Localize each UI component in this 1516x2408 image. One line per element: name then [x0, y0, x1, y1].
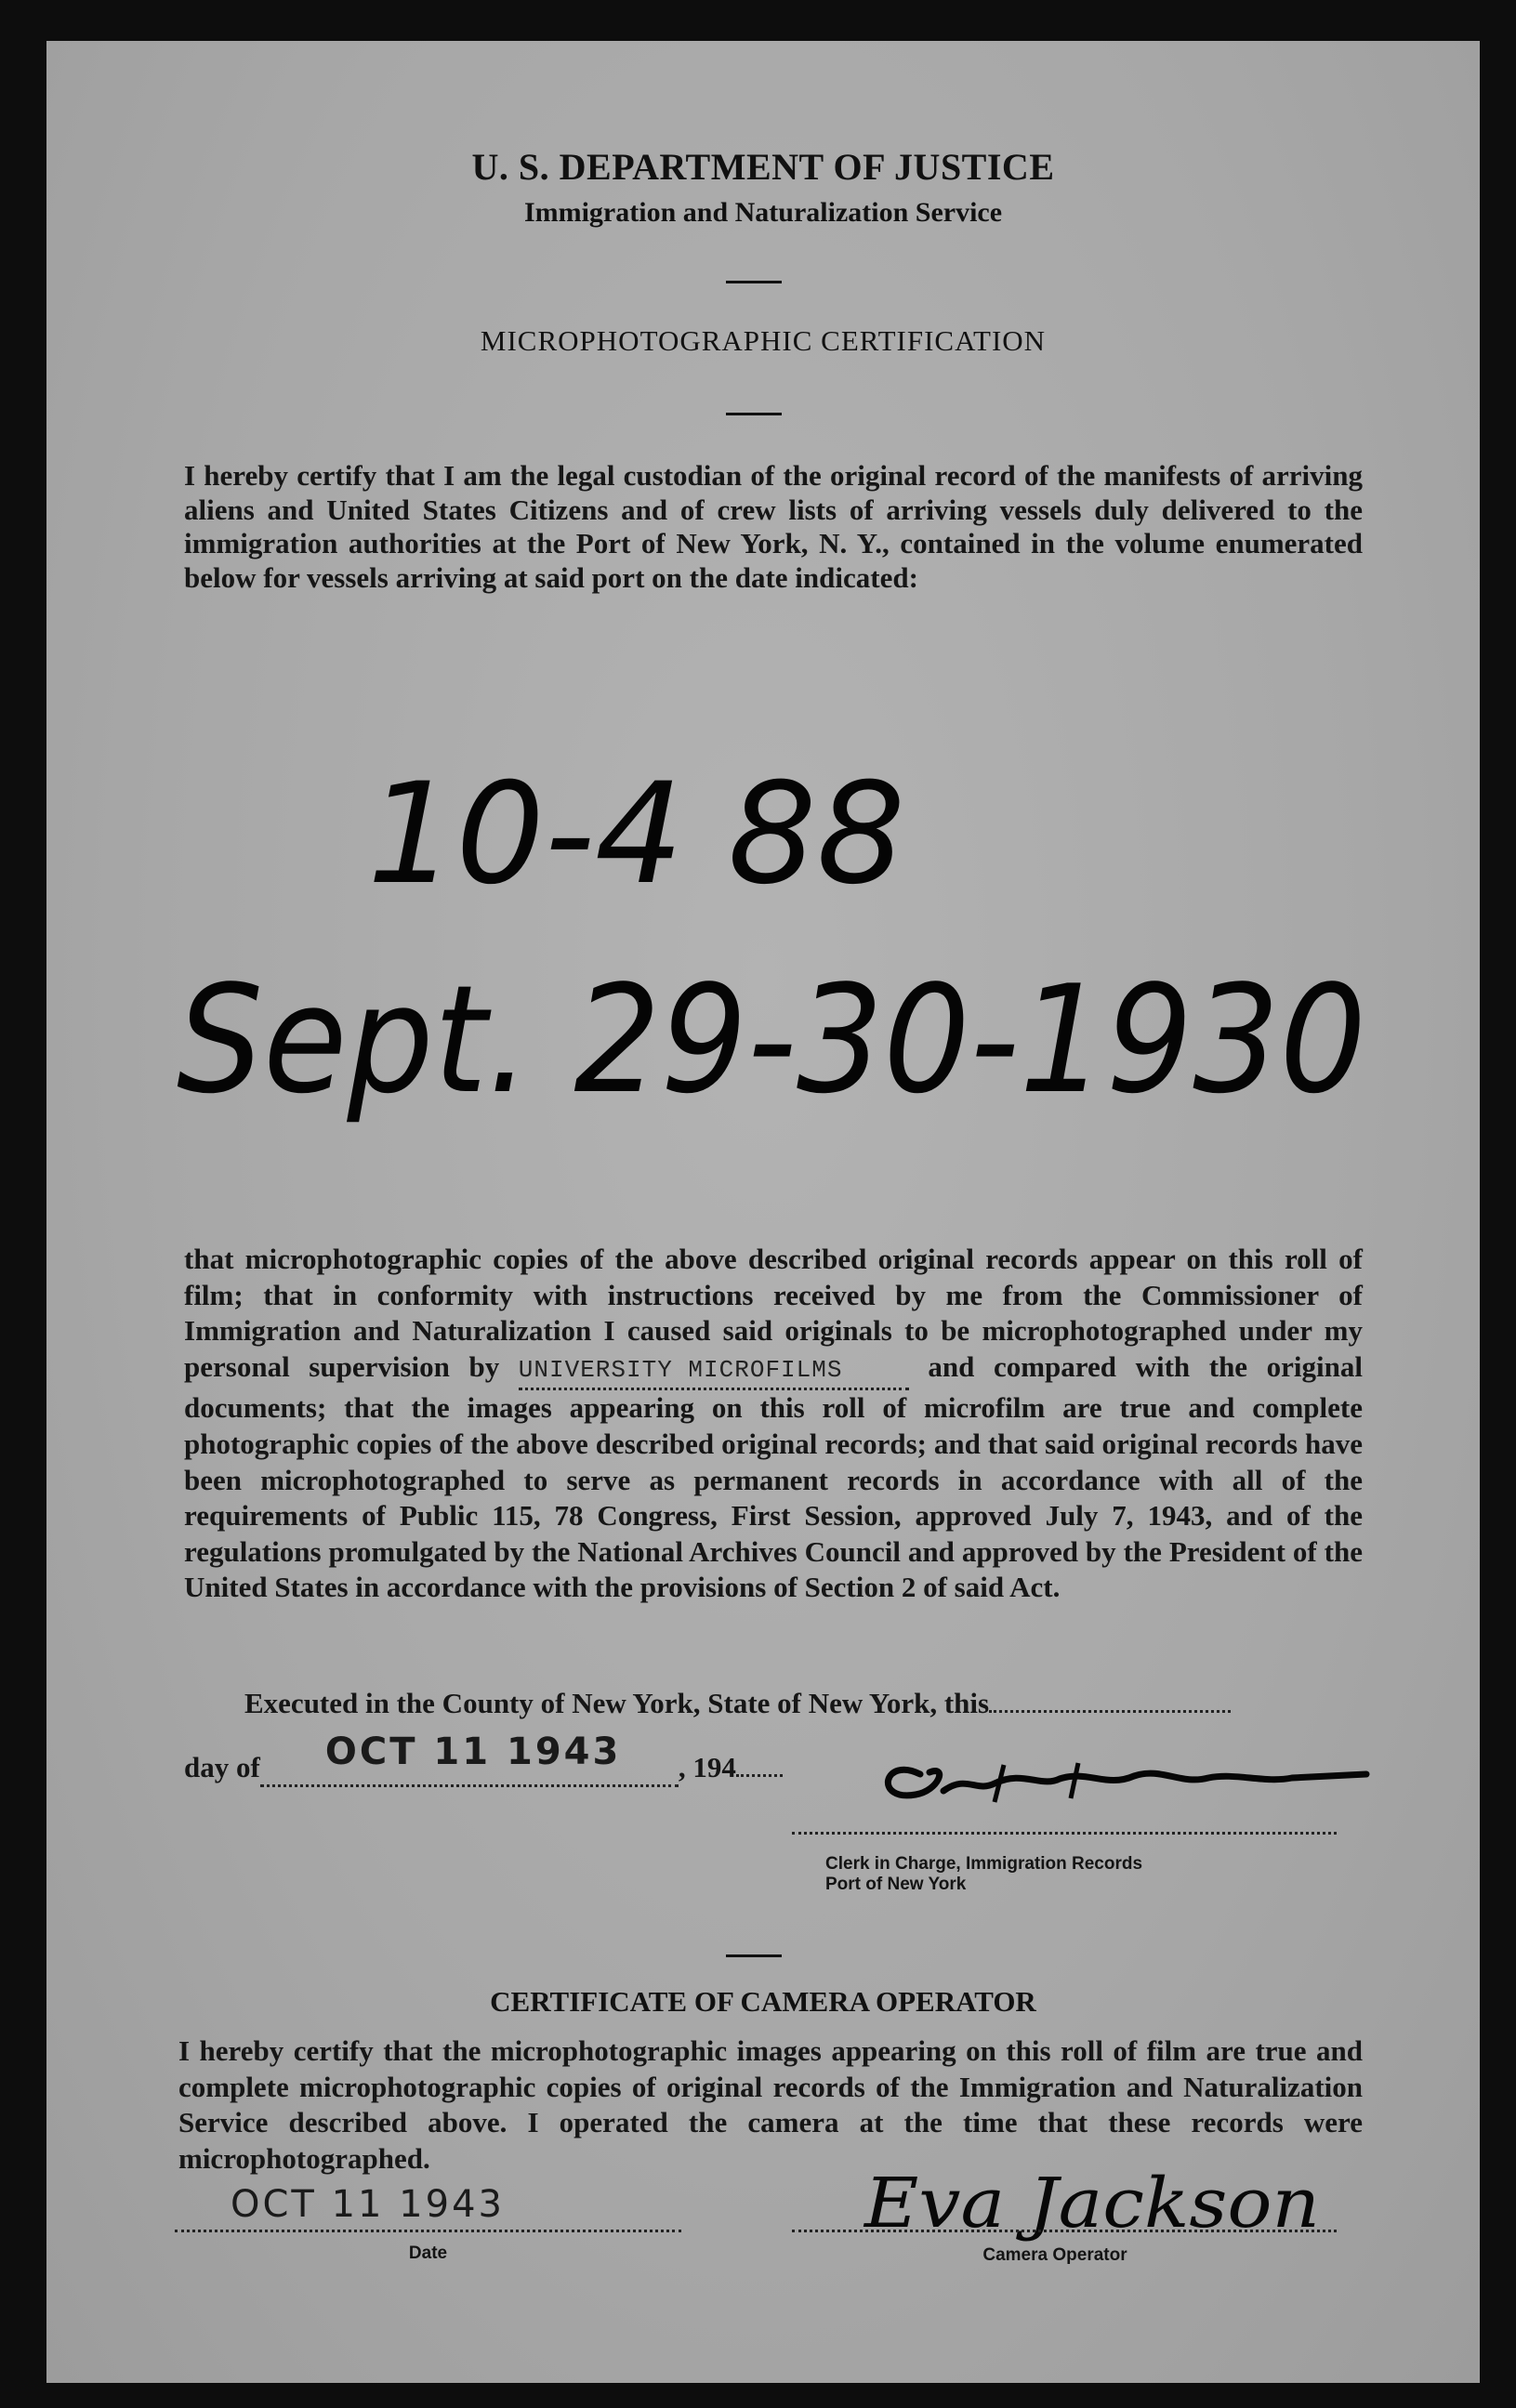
executed-day-blank: [989, 1710, 1231, 1713]
section-divider: [726, 1954, 782, 1957]
body-text-part2: and compared with the original documents; that the images appearing on this roll of microfilm are true and complete photographic copies of the above described original records; and that said original records have been microphotographed to serve as permanent records in accordance with all of the requirements of Public 115, 78 Congress, First Session, approved July 7, 1943, and of the regulations promulgated by the National Archives Council and approved by the President of the United States in accordance with the provisions of Section 2 of said Act.: [184, 1349, 1363, 1604]
day-of-label: day of: [184, 1751, 260, 1783]
day-of-line: [184, 1730, 783, 1787]
clerk-signature-line: [792, 1832, 1337, 1835]
handwritten-volume-number: 10-4 88: [367, 754, 905, 915]
executed-text: Executed in the County of New York, State of New York, this: [244, 1687, 990, 1719]
camera-operator-title: CERTIFICATE OF CAMERA OPERATOR: [490, 1985, 1036, 2018]
operator-caption: Camera Operator: [982, 2245, 1127, 2265]
year-label: , 194: [678, 1751, 736, 1783]
clerk-caption: [825, 1854, 1142, 1895]
date-caption: Date: [408, 2244, 448, 2263]
clerk-signature: [864, 1737, 1385, 1821]
camera-date-stamp: OCT 11 1943: [231, 2183, 505, 2226]
service-subheading: Immigration and Naturalization Service: [523, 197, 1003, 228]
camera-date-line: [175, 2230, 681, 2232]
body-text-part1: that microphotographic copies of the above described original records appear on this roll of film; that in conformity with instructions received by me from the Commissioner of Immigration and Naturalization I caused said originals to be microphotographed under my personal supervision by: [184, 1243, 1363, 1383]
form-title: MICROPHOTOGRAPHIC CERTIFICATION: [480, 324, 1047, 357]
day-of-blank: [260, 1730, 679, 1787]
year-blank: [736, 1774, 783, 1777]
clerk-caption-title: Clerk in Charge, Immigration Records: [825, 1854, 1143, 1874]
certificate-page: [46, 41, 1480, 2383]
agency-heading: U. S. DEPARTMENT OF JUSTICE: [471, 146, 1055, 188]
date-stamp: OCT 11 1943: [324, 1730, 622, 1773]
operator-signature-line: [792, 2230, 1337, 2232]
photographer-field: UNIVERSITY MICROFILMS: [519, 1352, 909, 1391]
executed-line: [244, 1687, 1231, 1720]
intro-paragraph: I hereby certify that I am the legal custodian of the original record of the manifests of arriving aliens and United States Citizens and of crew lists of arriving vessels duly delivered to the immigration authorities at the Port of New York, N. Y., contained in the volume enumerated below for vessels arriving at said port on the date indicated:: [184, 459, 1363, 594]
certification-body: [184, 1242, 1363, 1606]
handwritten-annotation: [46, 41, 1480, 2383]
clerk-caption-port: Port of New York: [825, 1875, 967, 1894]
operator-signature-text: Eva Jackson: [862, 2164, 1320, 2244]
operator-signature: [827, 2151, 1366, 2253]
camera-operator-text: I hereby certify that the microphotographic images appearing on this roll of film are true and complete microphotographic copies of original records of the Immigration and Naturalization Service described above. I operated the camera at the time that these records were microphotographed.: [178, 2034, 1363, 2175]
handwritten-dates: Sept. 29-30-1930: [177, 953, 1366, 1126]
